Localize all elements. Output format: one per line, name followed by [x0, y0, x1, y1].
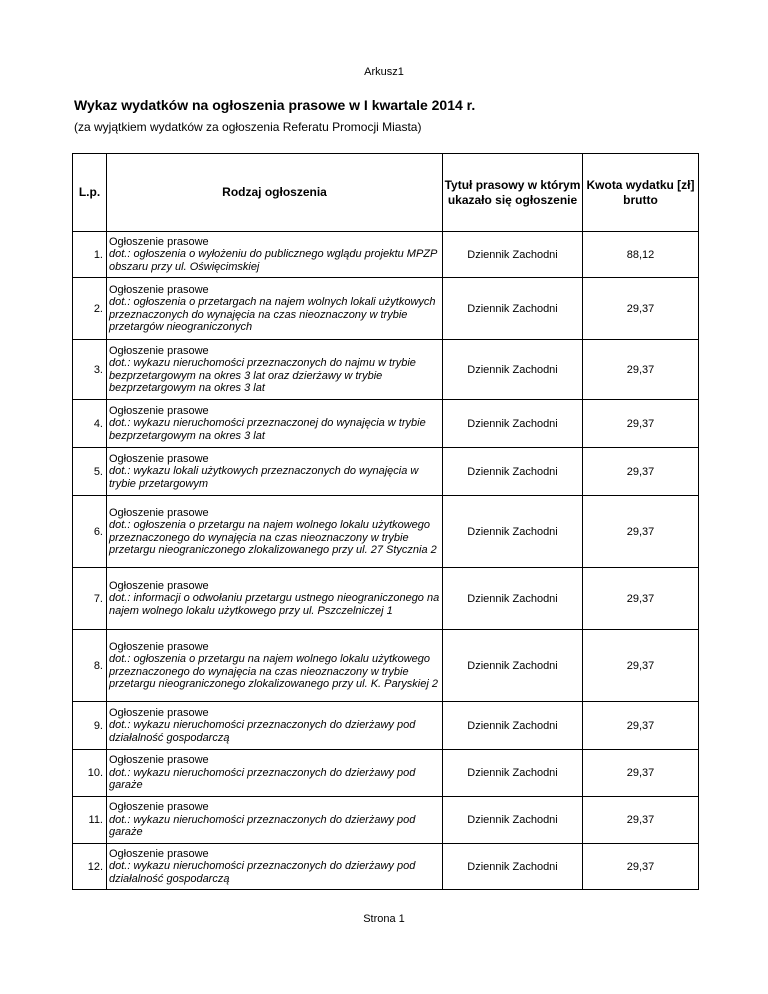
- row-description-title: Ogłoszenie prasowe: [109, 640, 209, 653]
- row-description-title: Ogłoszenie prasowe: [109, 344, 209, 357]
- row-number: 5.: [73, 448, 107, 496]
- row-number: 3.: [73, 340, 107, 400]
- row-description-detail: dot.: wykazu nieruchomości przeznaczonej do wynajęcia w trybie bezprzetargowym na okres 3 lat: [109, 417, 426, 442]
- row-number: 4.: [73, 400, 107, 448]
- table-row: [73, 750, 699, 797]
- row-description: [107, 400, 443, 448]
- table-row: [73, 448, 699, 496]
- row-number: 12.: [73, 844, 107, 890]
- row-description: [107, 278, 443, 340]
- row-paper: Dziennik Zachodni: [443, 844, 583, 890]
- row-description-title: Ogłoszenie prasowe: [109, 452, 209, 465]
- table-row: [73, 568, 699, 630]
- row-description: [107, 844, 443, 890]
- row-description-title: Ogłoszenie prasowe: [109, 506, 209, 519]
- header-amount: Kwota wydatku [zł] brutto: [583, 154, 699, 232]
- row-description-title: Ogłoszenie prasowe: [109, 801, 209, 814]
- row-paper: Dziennik Zachodni: [443, 630, 583, 702]
- row-paper: Dziennik Zachodni: [443, 496, 583, 568]
- row-amount: 29,37: [583, 568, 699, 630]
- row-description-detail: dot.: wykazu nieruchomości przeznaczonych do dzierżawy pod garaże: [109, 813, 416, 839]
- row-description-detail: dot.: ogłoszenia o przetargu na najem wolnego lokalu użytkowego przeznaczonego do wynajęcia na czas nieoznaczony w trybie przetargu nieograniczonego zlokalizowanego przy ul. 27 Stycznia 2: [109, 519, 437, 556]
- row-description: [107, 448, 443, 496]
- row-paper: Dziennik Zachodni: [443, 797, 583, 844]
- row-number: 10.: [73, 750, 107, 797]
- row-description-title: Ogłoszenie prasowe: [109, 847, 209, 860]
- row-description-detail: dot.: wykazu lokali użytkowych przeznaczonych do wynajęcia w trybie przetargowym: [109, 465, 419, 490]
- row-description-detail: dot.: wykazu nieruchomości przeznaczonych do dzierżawy pod garaże: [109, 766, 416, 792]
- row-paper: Dziennik Zachodni: [443, 400, 583, 448]
- row-description-detail: dot.: wykazu nieruchomości przeznaczonych do dzierżawy pod działalność gospodarczą: [109, 860, 416, 885]
- table-row: [73, 496, 699, 568]
- row-description-title: Ogłoszenie prasowe: [109, 404, 209, 417]
- row-description: [107, 797, 443, 844]
- table-row: [73, 232, 699, 278]
- row-description-title: Ogłoszenie prasowe: [109, 283, 209, 296]
- table-row: [73, 630, 699, 702]
- row-description: [107, 630, 443, 702]
- row-number: 1.: [73, 232, 107, 278]
- row-description-title: Ogłoszenie prasowe: [109, 579, 209, 592]
- row-number: 2.: [73, 278, 107, 340]
- row-description: [107, 496, 443, 568]
- row-description-title: Ogłoszenie prasowe: [109, 235, 209, 248]
- row-description: [107, 702, 443, 750]
- document-title: Wykaz wydatków na ogłoszenia prasowe w I kwartale 2014 r.: [74, 97, 476, 113]
- header-type: Rodzaj ogłoszenia: [107, 154, 443, 232]
- row-paper: Dziennik Zachodni: [443, 750, 583, 797]
- row-description-detail: dot.: wykazu nieruchomości przeznaczonych do najmu w trybie bezprzetargowym na okres 3 lat oraz dzierżawy w trybie bezprzetargowym na okres 3 lat: [109, 357, 416, 394]
- row-description-detail: dot.: informacji o odwołaniu przetargu ustnego nieograniczonego na najem wolnego lokalu użytkowego przy ul. Pszczelniczej 1: [109, 592, 440, 617]
- row-amount: 29,37: [583, 750, 699, 797]
- table-row: [73, 702, 699, 750]
- row-paper: Dziennik Zachodni: [443, 232, 583, 278]
- header-lp: L.p.: [73, 154, 107, 232]
- row-description-detail: dot.: ogłoszenia o wyłożeniu do publicznego wglądu projektu MPZP obszaru przy ul. Oświęcimskiej: [109, 248, 437, 273]
- row-paper: Dziennik Zachodni: [443, 568, 583, 630]
- row-number: 9.: [73, 702, 107, 750]
- row-number: 8.: [73, 630, 107, 702]
- row-description-detail: dot.: ogłoszenia o przetargu na najem wolnego lokalu użytkowego przeznaczonego do wynajęcia na czas nieoznaczony w trybie przetargu nieograniczonego zlokalizowanego przy ul. K. Paryskiej 2: [109, 653, 438, 690]
- row-paper: Dziennik Zachodni: [443, 278, 583, 340]
- row-paper: Dziennik Zachodni: [443, 448, 583, 496]
- row-amount: 29,37: [583, 797, 699, 844]
- row-description-title: Ogłoszenie prasowe: [109, 706, 209, 719]
- row-description-title: Ogłoszenie prasowe: [109, 754, 209, 767]
- row-amount: 29,37: [583, 448, 699, 496]
- row-paper: Dziennik Zachodni: [443, 340, 583, 400]
- row-number: 11.: [73, 797, 107, 844]
- row-amount: 29,37: [583, 400, 699, 448]
- row-description: [107, 750, 443, 797]
- page-footer: Strona 1: [363, 913, 405, 925]
- row-amount: 29,37: [583, 844, 699, 890]
- table-row: [73, 844, 699, 890]
- row-description: [107, 568, 443, 630]
- table-row: [73, 278, 699, 340]
- row-amount: 29,37: [583, 702, 699, 750]
- row-description: [107, 232, 443, 278]
- row-amount: 29,37: [583, 340, 699, 400]
- table-row: [73, 400, 699, 448]
- row-amount: 29,37: [583, 496, 699, 568]
- table-body: [73, 232, 699, 890]
- row-description-detail: dot.: wykazu nieruchomości przeznaczonych do dzierżawy pod działalność gospodarczą: [109, 719, 416, 744]
- table-header-row: [73, 154, 699, 232]
- sheet-name: Arkusz1: [364, 66, 404, 78]
- row-number: 6.: [73, 496, 107, 568]
- header-paper: Tytuł prasowy w którym ukazało się ogłoszenie: [443, 154, 583, 232]
- row-amount: 88,12: [583, 232, 699, 278]
- row-amount: 29,37: [583, 630, 699, 702]
- document-subtitle: (za wyjątkiem wydatków za ogłoszenia Referatu Promocji Miasta): [74, 120, 422, 134]
- table-row: [73, 797, 699, 844]
- row-amount: 29,37: [583, 278, 699, 340]
- row-description: [107, 340, 443, 400]
- table-row: [73, 340, 699, 400]
- row-paper: Dziennik Zachodni: [443, 702, 583, 750]
- row-number: 7.: [73, 568, 107, 630]
- expenses-table: [72, 153, 699, 890]
- row-description-detail: dot.: ogłoszenia o przetargach na najem wolnych lokali użytkowych przeznaczonych do wynajęcia na czas nieoznaczony w trybie przetargów nieograniczonych: [109, 296, 436, 333]
